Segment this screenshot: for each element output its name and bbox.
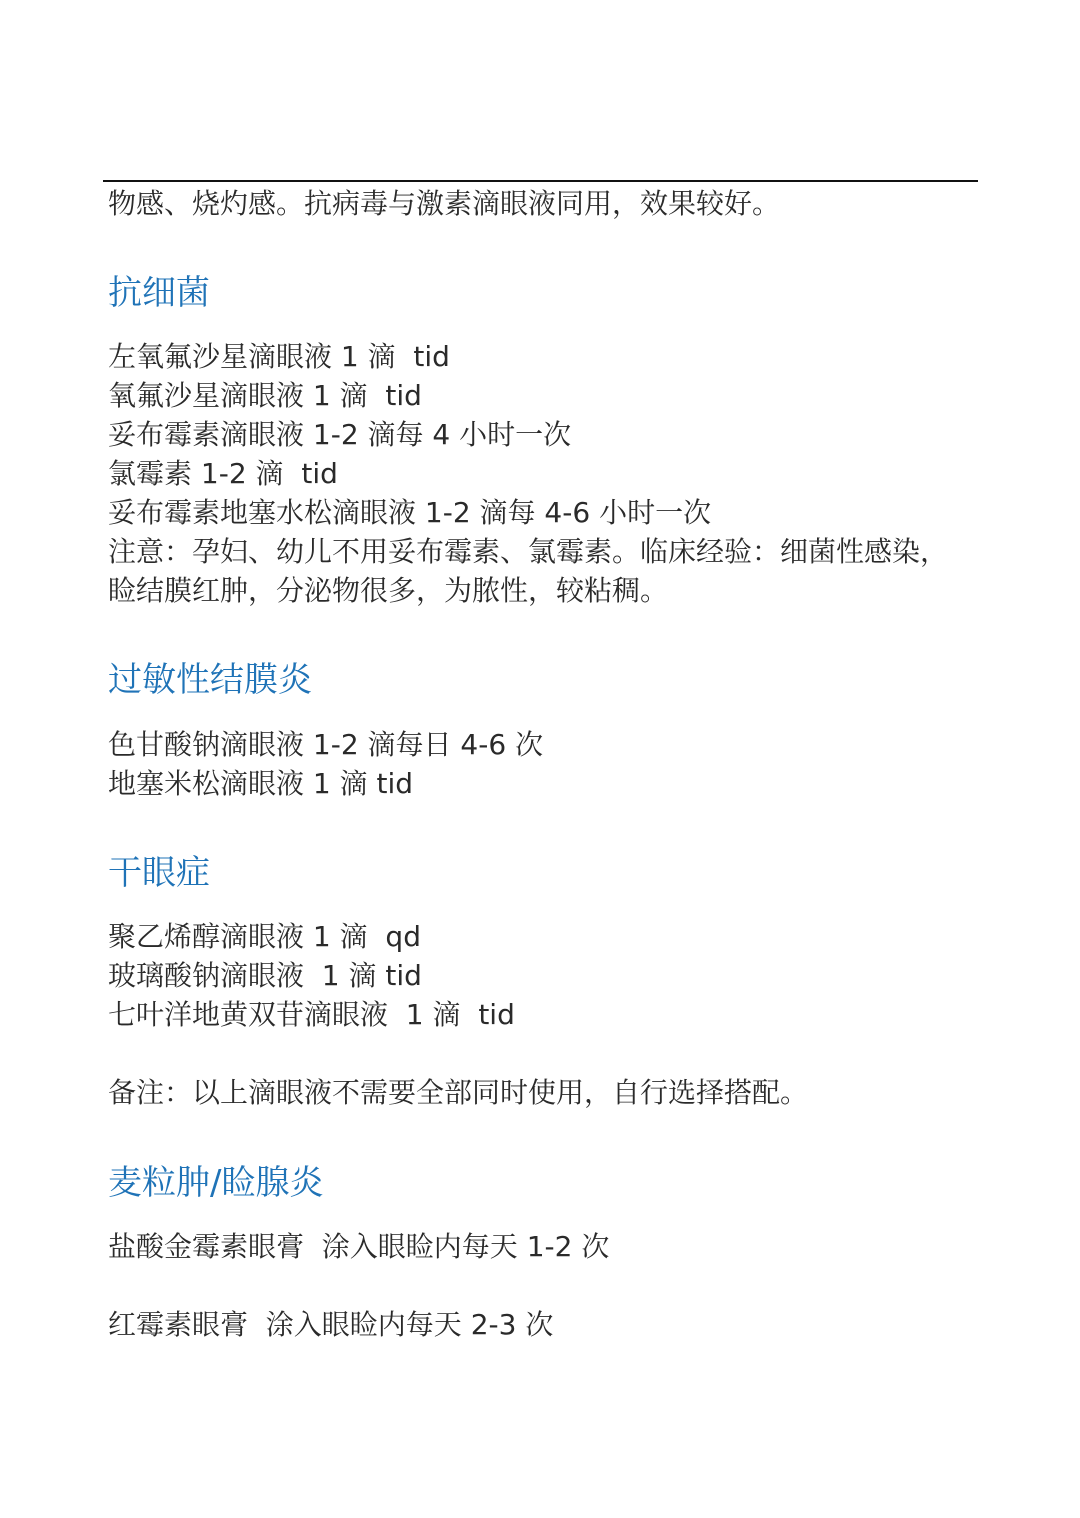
- list-item: 七叶洋地黄双苷滴眼液 1 滴 tid: [108, 998, 515, 1031]
- section-heading-allergic-conjunctivitis: 过敏性结膜炎: [108, 660, 312, 700]
- list-item: 红霉素眼膏 涂入眼睑内每天 2-3 次: [108, 1308, 554, 1341]
- section-heading-stye: 麦粒肿/睑腺炎: [108, 1163, 324, 1203]
- list-item: 左氧氟沙星滴眼液 1 滴 tid: [108, 340, 450, 373]
- list-item: 盐酸金霉素眼膏 涂入眼睑内每天 1-2 次: [108, 1230, 610, 1263]
- top-divider: [103, 180, 978, 182]
- section-heading-dry-eye: 干眼症: [108, 853, 210, 893]
- list-item: 妥布霉素滴眼液 1-2 滴每 4 小时一次: [108, 418, 572, 451]
- intro-line: 物感、烧灼感。抗病毒与激素滴眼液同用，效果较好。: [108, 187, 781, 220]
- list-item: 妥布霉素地塞水松滴眼液 1-2 滴每 4-6 小时一次: [108, 496, 712, 529]
- list-item: 聚乙烯醇滴眼液 1 滴 qd: [108, 920, 421, 953]
- list-item: 氯霉素 1-2 滴 tid: [108, 457, 338, 490]
- remark-line: 备注：以上滴眼液不需要全部同时使用，自行选择搭配。: [108, 1076, 809, 1109]
- list-item: 氧氟沙星滴眼液 1 滴 tid: [108, 379, 422, 412]
- section-heading-antibacterial: 抗细菌: [108, 273, 210, 313]
- note-line: 注意：孕妇、幼儿不用妥布霉素、氯霉素。临床经验：细菌性感染，: [108, 535, 949, 568]
- note-line: 睑结膜红肿，分泌物很多，为脓性，较粘稠。: [108, 574, 669, 607]
- list-item: 玻璃酸钠滴眼液 1 滴 tid: [108, 959, 422, 992]
- list-item: 地塞米松滴眼液 1 滴 tid: [108, 767, 414, 800]
- list-item: 色甘酸钠滴眼液 1-2 滴每日 4-6 次: [108, 728, 544, 761]
